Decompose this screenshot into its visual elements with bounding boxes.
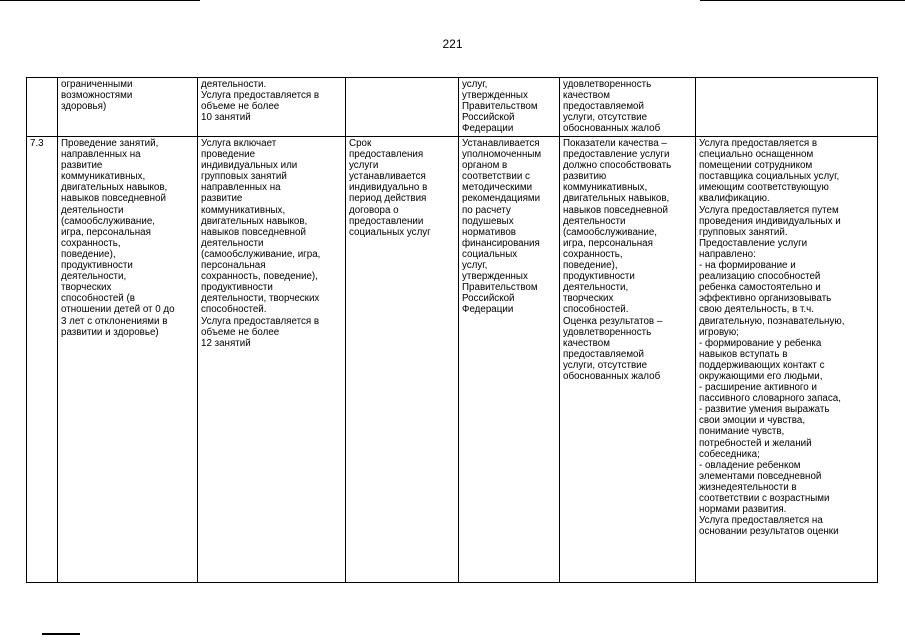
cell-norms: Устанавливается уполномоченным органом в соответствии с методическими рекомендациями по расчету подушевых нормативов финансирования социальных услуг, утвержденных Правительством Российской Федерации <box>459 137 560 583</box>
cell-service-name: ограниченными возможностями здоровья) <box>58 78 198 137</box>
cell-number: 7.3 <box>27 137 58 583</box>
cell-service-term <box>346 78 459 137</box>
table-row <box>27 78 878 137</box>
top-edge-rule-right <box>700 0 905 1</box>
table-row <box>27 137 878 583</box>
cell-service-name: Проведение занятий, направленных на развитие коммуникативных, двигательных навыков, навыков повседневной деятельности (самообслуживание, игра, персональная сохранность, поведение), продуктивности деятельности, творческих способностей (в отношении детей от 0 до 3 лет с отклонениями в развитии и здоровье) <box>58 137 198 583</box>
cell-quality: Показатели качества – предоставление услуги должно способствовать развитию коммуникативных, двигательных навыков, навыков повседневной деятельности (самообслуживание, игра, персональная сохранность, поведение), продуктивности деятельности, творческих способностей. Оценка результатов – удовлетворенность качеством предоставляемой услуги, отсутствие обоснованных жалоб <box>560 137 696 583</box>
top-edge-rule-left <box>0 0 200 1</box>
cell-conditions <box>696 78 878 137</box>
cell-service-term: Срок предоставления услуги устанавливается индивидуально в период действия договора о предоставлении социальных услуг <box>346 137 459 583</box>
cell-service-content: Услуга включает проведение индивидуальных или групповых занятий направленных на развитие коммуникативных, двигательных навыков, навыков повседневной деятельности (самообслуживание, игра, персональная сохранность, поведение), продуктивности деятельности, творческих способностей. Услуга предоставляется в объеме не более 12 занятий <box>198 137 346 583</box>
page-number: 221 <box>442 37 463 51</box>
bottom-edge-mark <box>42 633 80 635</box>
cell-number <box>27 78 58 137</box>
cell-norms: услуг, утвержденных Правительством Российской Федерации <box>459 78 560 137</box>
cell-quality: удовлетворенность качеством предоставляемой услуги, отсутствие обоснованных жалоб <box>560 78 696 137</box>
cell-conditions: Услуга предоставляется в специально оснащенном помещении сотрудником поставщика социальных услуг, имеющим соответствующую квалификацию. Услуга предоставляется путем проведения индивидуальных и групповых занятий. Предоставление услуги направлено: - на формирование и реализацию способностей ребенка самостоятельно и эффективно организовывать свою деятельность, в т.ч. двигательную, познавательную, игровую; - формирование у ребенка навыков вступать в поддерживающих контакт с окружающими его людьми, - расширение активного и пассивного словарного запаса, - развитие умения выражать свои эмоции и чувства, понимание чувств, потребностей и желаний собеседника; - овладение ребенком элементами повседневной жизнедеятельности в соответствии с возрастными нормами развития. Услуга предоставляется на основании результатов оценки <box>696 137 878 583</box>
services-table <box>26 77 878 583</box>
cell-service-content: деятельности. Услуга предоставляется в объеме не более 10 занятий <box>198 78 346 137</box>
